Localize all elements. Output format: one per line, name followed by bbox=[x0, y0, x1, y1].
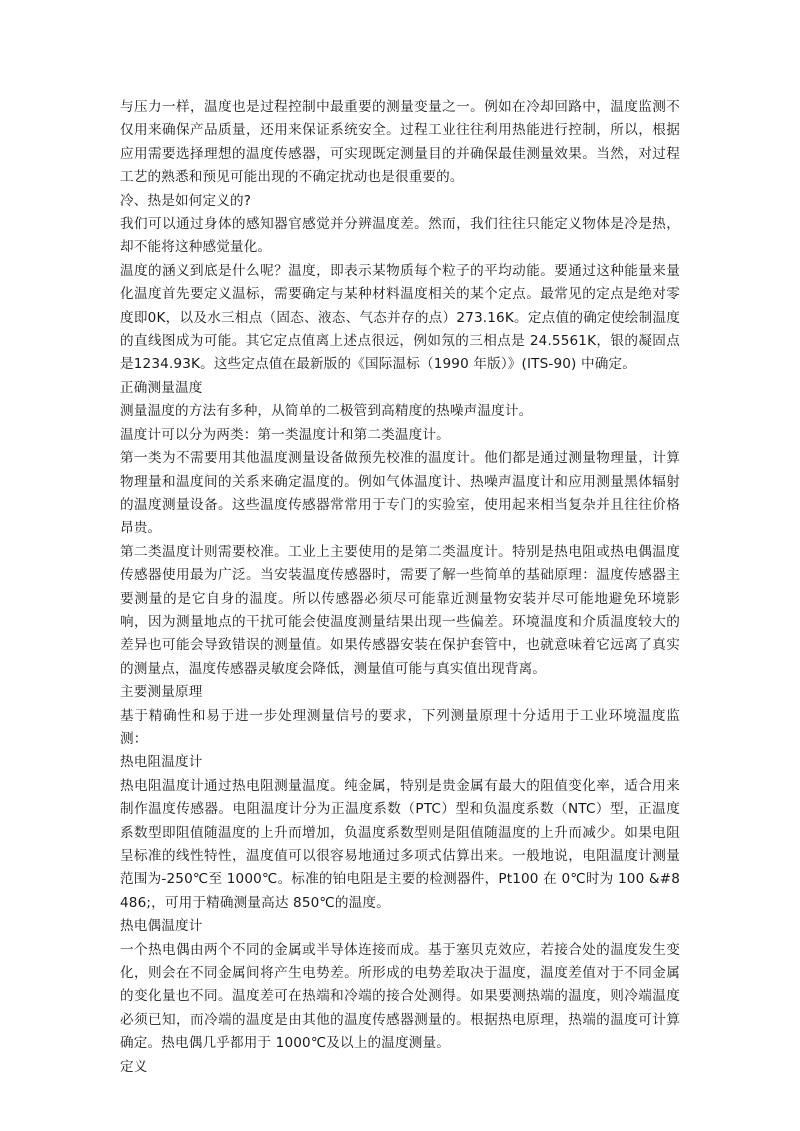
paragraph-perception: 我们可以通过身体的感知器官感觉并分辨温度差。然而，我们往往只能定义物体是冷是热，却不能将这种感觉量化。 bbox=[120, 216, 680, 256]
paragraph-first-class: 第一类为不需要用其他温度测量设备做预先校准的温度计。他们都是通过测量物理量，计算物理量和温度间的关系来确定温度的。例如气体温度计、热噪声温度计和应用测量黑体辐射的温度测量设备。这些温度传感器常常用于专门的实验室，使用起来相当复杂并且往往价格昂贵。 bbox=[120, 450, 680, 537]
paragraph-methods: 测量温度的方法有多种，从简单的二极管到高精度的热噪声温度计。 bbox=[120, 403, 533, 420]
paragraph-intro: 与压力一样，温度也是过程控制中最重要的测量变量之一。例如在冷却回路中，温度监测不仅用来确保产品质量，还用来保证系统安全。过程工业往往利用热能进行控制，所以，根据应用需要选择理想的温度传感器，可实现既定测量目的并确保最佳测量效果。当然，对过程工艺的熟悉和预见可能出现的不确定扰动也是很重要的。 bbox=[120, 99, 680, 186]
heading-hot-cold-definition: 冷、热是如何定义的? bbox=[120, 192, 252, 209]
heading-main-principles: 主要测量原理 bbox=[120, 684, 203, 701]
heading-rtd: 热电阻温度计 bbox=[120, 754, 203, 771]
heading-definition: 定义 bbox=[120, 1058, 148, 1075]
paragraph-second-class: 第二类温度计则需要校准。工业上主要使用的是第二类温度计。特别是热电阻或热电偶温度传感器使用最为广泛。当安装温度传感器时，需要了解一些简单的基础原理：温度传感器主要测量的是它自身的温度。所以传感器必须尽可能靠近测量物安装并尽可能地避免环境影响，因为测量地点的干扰可能会使温度测量结果出现一些偏差。环境温度和介质温度较大的差异也可能会导致错误的测量值。如果传感器安装在保护套管中，也就意味着它远离了真实的测量点，温度传感器灵敏度会降低，测量值可能与真实值出现背离。 bbox=[120, 543, 680, 677]
paragraph-thermocouple: 一个热电偶由两个不同的金属或半导体连接而成。基于塞贝克效应，若接合处的温度发生变化，则会在不同金属间将产生电势差。所形成的电势差取决于温度，温度差值对于不同金属的变化量也不同。温度差可在热端和冷端的接合处测得。如果要测热端的温度，则冷端温度必须已知，而冷端的温度是由其他的温度传感器测量的。根据热电原理，热端的温度可计算确定。热电偶几乎都用于 1000℃及以上的温度测量。 bbox=[120, 941, 680, 1052]
paragraph-temperature-meaning: 温度的涵义到底是什么呢？温度，即表示某物质每个粒子的平均动能。要通过这种能量来量化温度首先要定义温标，需要确定与某种材料温度相关的某个定点。最常见的定点是绝对零度即0K，以及水三相点（固态、液态、气态并存的点）273.16K。定点值的确定使绘制温度的直线图成为可能。其它定点值离上述点很远，例如氖的三相点是 24.5561K，银的凝固点是1234.93K。这些定点值在最新版的《国际温标（1990 年版）》(ITS-90) 中确定。 bbox=[120, 262, 680, 373]
heading-correct-measurement: 正确测量温度 bbox=[120, 379, 203, 396]
document-body bbox=[120, 96, 680, 1079]
paragraph-principles-intro: 基于精确性和易于进一步处理测量信号的要求，下列测量原理十分适用于工业环境温度监测： bbox=[120, 707, 680, 747]
heading-thermocouple: 热电偶温度计 bbox=[120, 918, 203, 935]
paragraph-two-classes: 温度计可以分为两类：第一类温度计和第二类温度计。 bbox=[120, 426, 450, 443]
paragraph-rtd: 热电阻温度计通过热电阻测量温度。纯金属，特别是贵金属有最大的阻值变化率，适合用来制作温度传感器。电阻温度计分为正温度系数（PTC）型和负温度系数（NTC）型，正温度系数型即阻值随温度的上升而增加，负温度系数型则是阻值随温度的上升而减少。如果电阻呈标准的线性特性，温度值可以很容易地通过多项式估算出来。一般地说，电阻温度计测量范围为-250℃至 1000℃。标准的铂电阻是主要的检测器件，Pt100 在 0℃时为 100 &#8486;，可用于精确测量高达 850℃的温度。 bbox=[120, 777, 680, 911]
